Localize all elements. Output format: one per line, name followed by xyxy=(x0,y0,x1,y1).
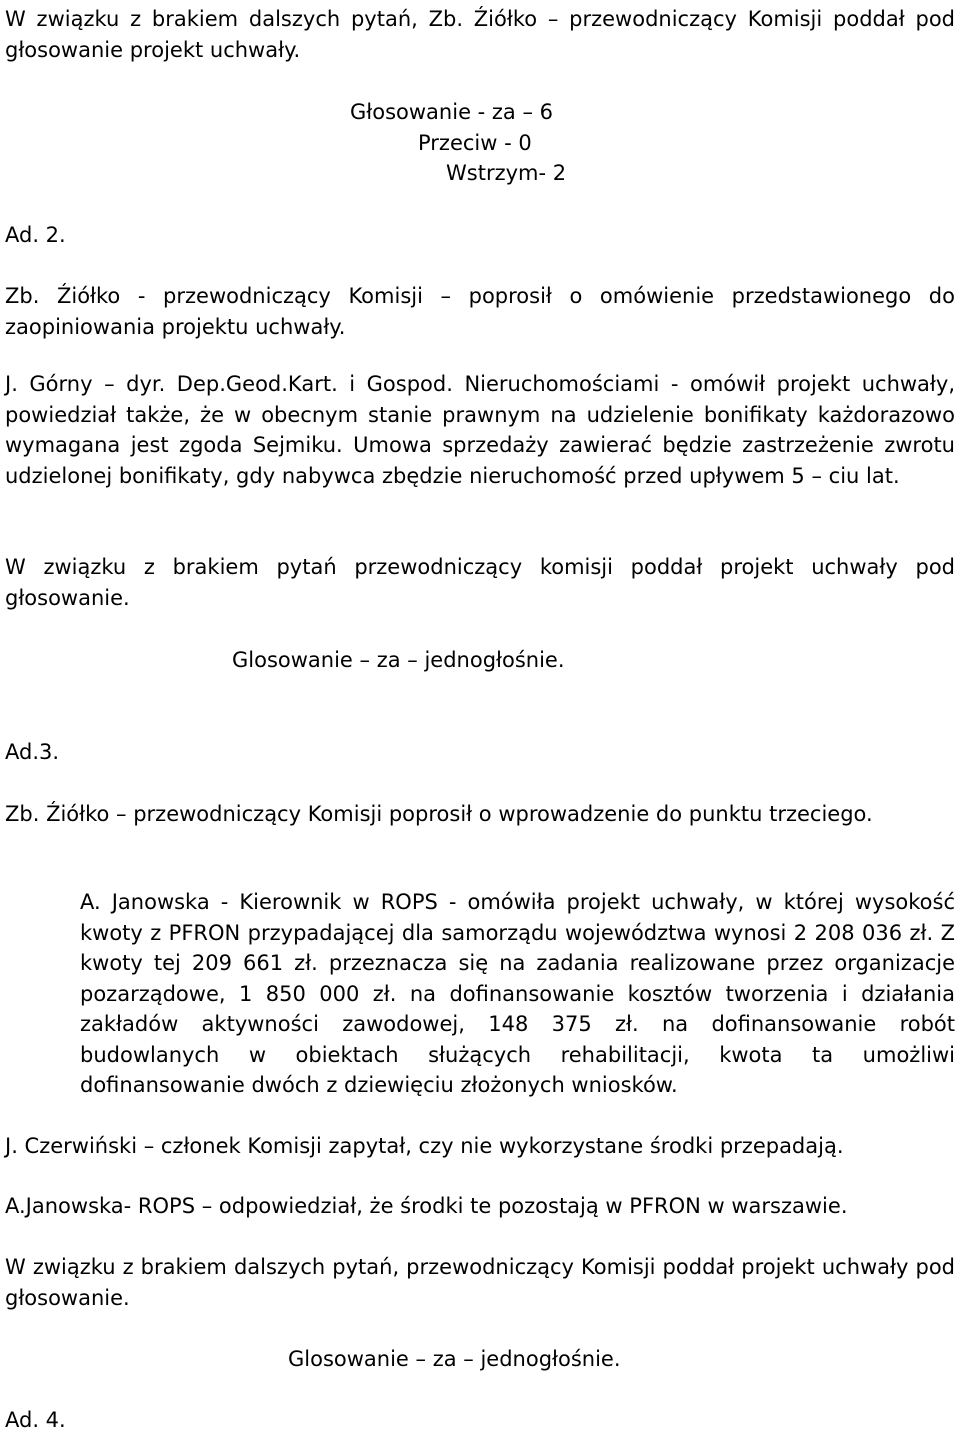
ad3-paragraph-1: Zb. Źiółko – przewodniczący Komisji poprosił o wprowadzenie do punktu trzeciego. xyxy=(5,802,873,826)
intro-paragraph: W związku z brakiem dalszych pytań, Zb. Źiółko – przewodniczący Komisji poddał pod głosowanie projekt uchwały. xyxy=(5,7,955,62)
ad3-paragraph-3: J. Czerwiński – członek Komisji zapytał, czy nie wykorzystane środki przepadają. xyxy=(5,1134,844,1158)
ad2-paragraph-3: W związku z brakiem pytań przewodniczący komisji poddał projekt uchwały pod głosowanie. xyxy=(5,555,955,610)
vote-for-line: Głosowanie - za – 6 xyxy=(350,100,554,124)
ad2-paragraph-2: J. Górny – dyr. Dep.Geod.Kart. i Gospod. Nieruchomościami - omówił projekt uchwały, powiedział także, że w obecnym stanie prawnym na udzielenie bonifikaty każdorazowo wymagana jest zgoda Sejmiku. Umowa sprzedaży zawierać będzie zastrzeżenie zwrotu udzielonej bonifikaty, gdy nabywca zbędzie nieruchomość przed upływem 5 – ciu lat. xyxy=(5,372,955,488)
ad3-vote-result: Glosowanie – za – jednogłośnie. xyxy=(288,1347,621,1371)
ad2-paragraph-1: Zb. Źiółko - przewodniczący Komisji – poprosił o omówienie przedstawionego do zaopiniowania projektu uchwały. xyxy=(5,284,955,339)
vote-against-line: Przeciw - 0 xyxy=(418,131,532,155)
ad3-paragraph-4: A.Janowska- ROPS – odpowiedział, że środki te pozostają w PFRON w warszawie. xyxy=(5,1194,848,1218)
section-heading-ad3: Ad.3. xyxy=(5,740,60,764)
ad3-paragraph-5: W związku z brakiem dalszych pytań, przewodniczący Komisji poddał projekt uchwały pod głosowanie. xyxy=(5,1255,955,1310)
vote-abstain-line: Wstrzym- 2 xyxy=(446,161,567,185)
ad2-vote-result: Glosowanie – za – jednogłośnie. xyxy=(232,648,565,672)
section-heading-ad4: Ad. 4. xyxy=(5,1408,66,1432)
section-heading-ad2: Ad. 2. xyxy=(5,223,66,247)
ad3-paragraph-2: A. Janowska - Kierownik w ROPS - omówiła projekt uchwały, w której wysokość kwoty z PFRON przypadającej dla samorządu województwa wynosi 2 208 036 zł. Z kwoty tej 209 661 zł. przeznacza się na zadania realizowane przez organizacje pozarządowe, 1 850 000 zł. na dofinansowanie kosztów tworzenia i działania zakładów aktywności zawodowej, 148 375 zł. na dofinansowanie robót budowlanych w obiektach służących rehabilitacji, kwota ta umożliwi dofinansowanie dwóch z dziewięciu złożonych wniosków. xyxy=(80,890,955,1097)
